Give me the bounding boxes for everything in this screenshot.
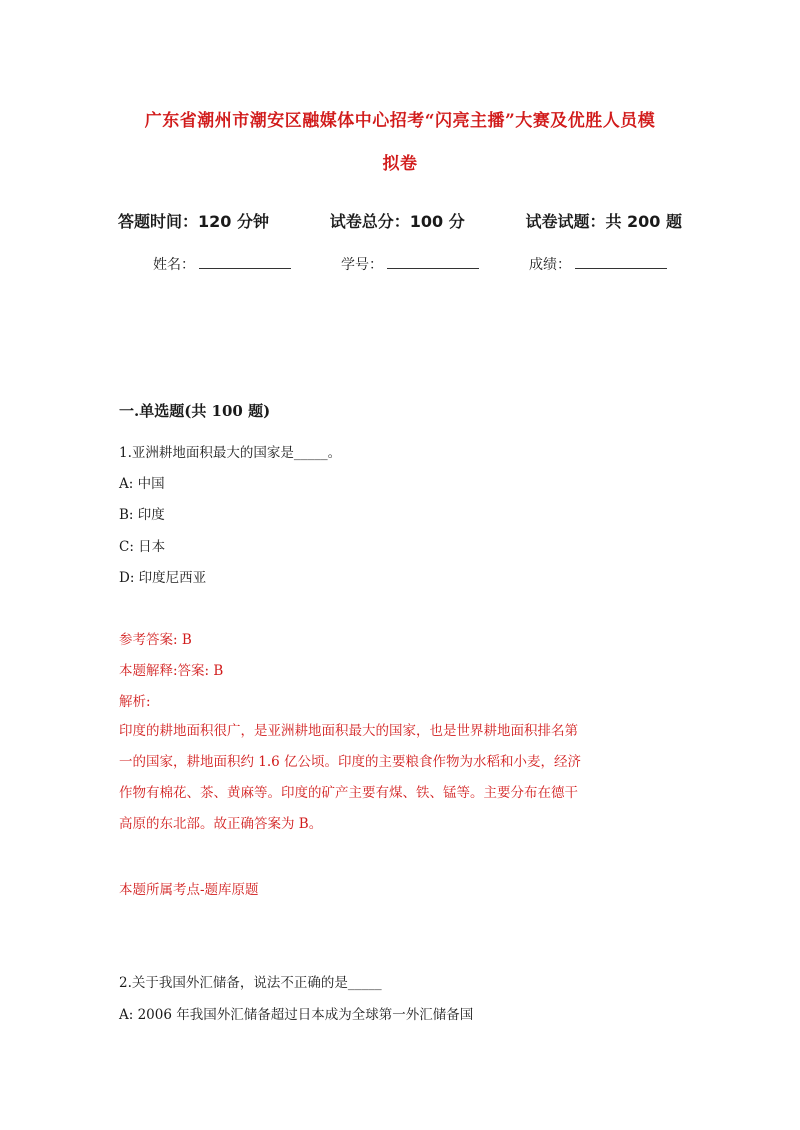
student-id-blank[interactable] xyxy=(387,254,479,269)
question-source: 本题所属考点-题库原题 xyxy=(119,882,259,898)
student-id-label: 学号： xyxy=(341,257,383,273)
page-title-line1: 广东省潮州市潮安区融媒体中心招考“闪亮主播”大赛及优胜人员模 xyxy=(144,111,656,131)
name-blank[interactable] xyxy=(199,254,291,269)
analysis-label: 解析: xyxy=(119,694,151,710)
question-stem: 2.关于我国外汇储备，说法不正确的是_____ xyxy=(119,975,382,991)
student-id-field[interactable] xyxy=(341,254,479,274)
name-label: 姓名： xyxy=(153,257,195,273)
option-d: D: 印度尼西亚 xyxy=(119,570,207,586)
exam-meta xyxy=(118,209,682,232)
option-c: C: 日本 xyxy=(119,539,166,555)
exam-total-score: 试卷总分：100 分 xyxy=(329,212,465,231)
analysis-text xyxy=(119,716,689,840)
exam-time: 答题时间：120 分钟 xyxy=(118,212,269,231)
reference-answer: 参考答案: B xyxy=(119,632,192,648)
analysis-line: 一的国家，耕地面积约 1.6 亿公顷。印度的主要粮食作物为水稻和小麦，经济 xyxy=(119,754,582,770)
analysis-line: 作物有棉花、茶、黄麻等。印度的矿产主要有煤、铁、锰等。主要分布在德干 xyxy=(119,785,578,801)
page-title-line2: 拟卷 xyxy=(382,154,418,174)
question-stem: 1.亚洲耕地面积最大的国家是_____。 xyxy=(119,445,342,461)
explanation-label: 本题解释:答案: B xyxy=(119,663,224,679)
score-label: 成绩： xyxy=(529,257,571,273)
option-b: B: 印度 xyxy=(119,507,165,523)
option-a: A: 2006 年我国外汇储备超过日本成为全球第一外汇储备国 xyxy=(119,1007,474,1023)
score-field[interactable] xyxy=(529,254,667,274)
name-field[interactable] xyxy=(153,254,291,274)
exam-question-count: 试卷试题：共 200 题 xyxy=(525,212,682,231)
score-blank[interactable] xyxy=(575,254,667,269)
analysis-line: 印度的耕地面积很广，是亚洲耕地面积最大的国家，也是世界耕地面积排名第 xyxy=(119,723,578,739)
analysis-line: 高原的东北部。故正确答案为 B。 xyxy=(119,816,323,832)
section-heading: 一.单选题(共 100 题) xyxy=(119,402,271,420)
option-a: A: 中国 xyxy=(119,476,165,492)
